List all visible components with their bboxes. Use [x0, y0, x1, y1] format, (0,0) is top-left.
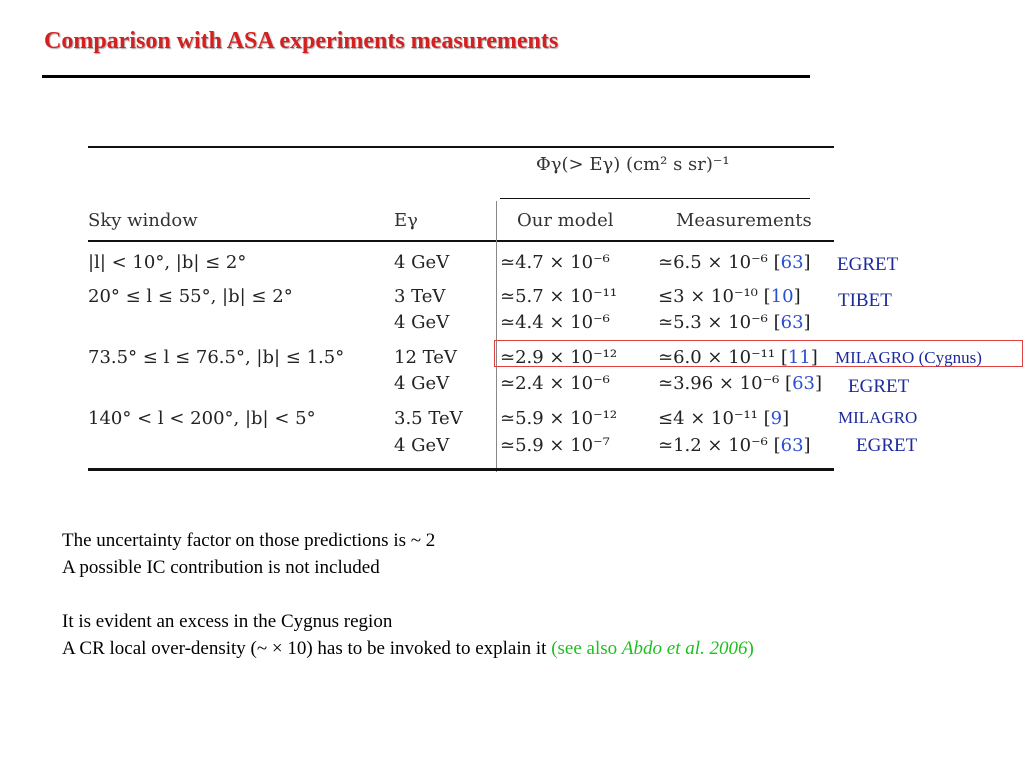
- table-column-divider: [496, 201, 497, 472]
- table-row-energy: 3.5 TeV: [394, 408, 463, 429]
- table-row-model: ≃5.7 × 10⁻¹¹: [500, 286, 618, 307]
- table-row-measurement: ≤3 × 10⁻¹⁰ [10]: [658, 286, 801, 307]
- col-header-our-model: Our model: [517, 210, 614, 231]
- table-row-model: ≃2.4 × 10⁻⁶: [500, 373, 610, 394]
- table-row-model: ≃4.4 × 10⁻⁶: [500, 312, 610, 333]
- table-row-energy: 4 GeV: [394, 373, 450, 394]
- note-ic-contribution: A possible IC contribution is not included: [62, 557, 380, 578]
- citation-ref[interactable]: 63: [792, 373, 815, 394]
- table-row-model: ≃2.9 × 10⁻¹²: [500, 347, 618, 368]
- experiment-label-tibet: TIBET: [838, 290, 892, 311]
- citation-ref[interactable]: 10: [770, 286, 794, 307]
- table-row-measurement: ≃3.96 × 10⁻⁶ [63]: [658, 373, 823, 394]
- table-row-energy: 4 GeV: [394, 312, 450, 333]
- table-row-measurement: ≤4 × 10⁻¹¹ [9]: [658, 408, 790, 429]
- table-row-energy: 3 TeV: [394, 286, 446, 307]
- citation-ref[interactable]: 63: [780, 252, 804, 273]
- table-row-model: ≃5.9 × 10⁻⁷: [500, 435, 610, 456]
- title-underline: [42, 75, 810, 78]
- col-header-sky-window: Sky window: [88, 210, 198, 231]
- citation-ref[interactable]: 63: [780, 435, 804, 456]
- table-header-rule: [88, 240, 834, 242]
- note-uncertainty: The uncertainty factor on those predictions is ~ 2: [62, 530, 436, 551]
- slide-title: Comparison with ASA experiments measurements: [44, 28, 559, 54]
- table-row-energy: 12 TeV: [394, 347, 457, 368]
- table-row-measurement: ≃1.2 × 10⁻⁶ [63]: [658, 435, 811, 456]
- see-also-reference: (see also Abdo et al. 2006): [551, 638, 754, 659]
- table-top-rule: [88, 146, 834, 148]
- experiment-label-egret: EGRET: [848, 376, 910, 397]
- table-row-window: |l| < 10°, |b| ≤ 2°: [88, 252, 247, 273]
- col-header-energy: Eγ: [394, 210, 418, 231]
- experiment-label-egret: EGRET: [837, 254, 899, 275]
- table-row-energy: 4 GeV: [394, 435, 450, 456]
- table-row-model: ≃4.7 × 10⁻⁶: [500, 252, 610, 273]
- citation-ref[interactable]: 63: [780, 312, 804, 333]
- table-row-energy: 4 GeV: [394, 252, 450, 273]
- experiment-label-milagro-cygnus: MILAGRO (Cygnus): [835, 348, 982, 367]
- citation-ref[interactable]: 9: [770, 408, 783, 429]
- flux-header: Φγ(> Eγ) (cm² s sr)⁻¹: [536, 154, 730, 175]
- experiment-label-milagro: MILAGRO: [838, 408, 918, 427]
- table-row-model: ≃5.9 × 10⁻¹²: [500, 408, 618, 429]
- table-row-measurement: ≃5.3 × 10⁻⁶ [63]: [658, 312, 811, 333]
- table-row-window: 140° < l < 200°, |b| < 5°: [88, 408, 316, 429]
- flux-header-rule: [500, 198, 810, 199]
- table-row-measurement: ≃6.0 × 10⁻¹¹ [11]: [658, 347, 818, 368]
- table-bottom-rule: [88, 468, 834, 471]
- col-header-measurements: Measurements: [676, 210, 812, 231]
- experiment-label-egret: EGRET: [856, 435, 918, 456]
- comparison-table: [88, 146, 834, 472]
- table-row-window: 73.5° ≤ l ≤ 76.5°, |b| ≤ 1.5°: [88, 347, 345, 368]
- table-row-window: 20° ≤ l ≤ 55°, |b| ≤ 2°: [88, 286, 293, 307]
- table-row-measurement: ≃6.5 × 10⁻⁶ [63]: [658, 252, 811, 273]
- note-cr-overdensity: A CR local over-density (~ × 10) has to be invoked to explain it (see also Abdo et al. 2006): [62, 638, 754, 659]
- citation-ref[interactable]: 11: [787, 347, 811, 368]
- note-cygnus-excess: It is evident an excess in the Cygnus region: [62, 611, 393, 632]
